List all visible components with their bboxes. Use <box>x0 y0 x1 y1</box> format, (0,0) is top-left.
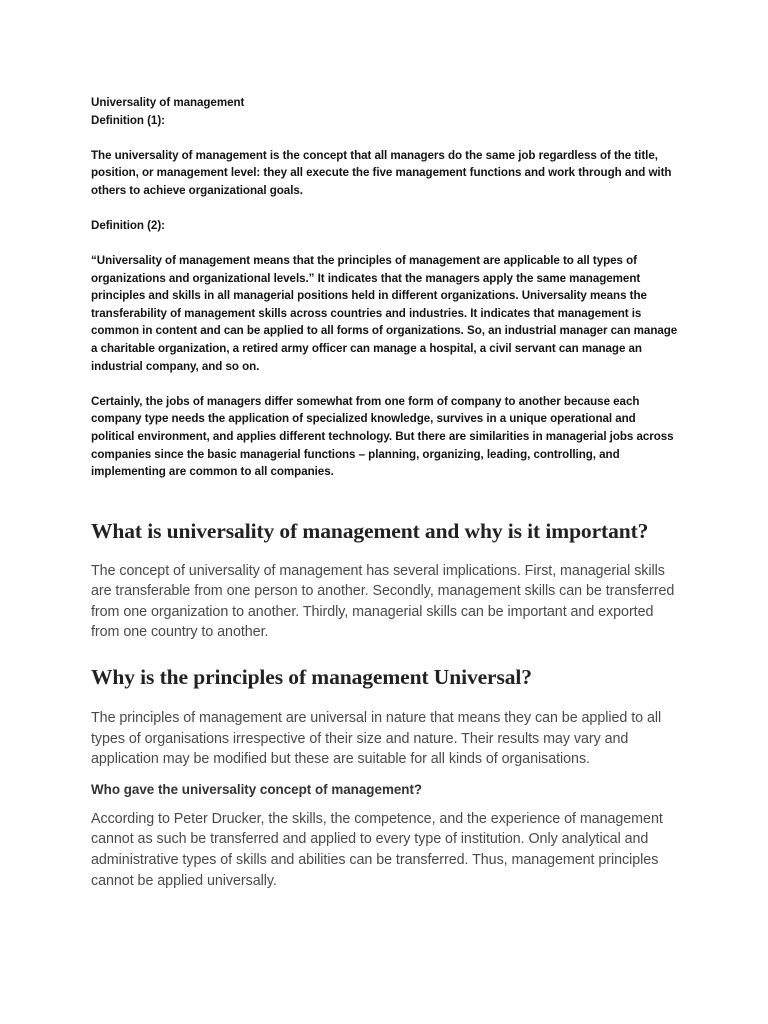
intro-section <box>91 94 681 481</box>
section-2-text-2: According to Peter Drucker, the skills, the competence, and the experience of management cannot as such be transferred and applied to every type of institution. Only analytical and administrative types of skills and abilities can be transferred. Thus, management principles cannot be applied universally. <box>91 810 663 889</box>
section-2-text: The principles of management are universal in nature that means they can be applied to all types of organisations irrespective of their size and nature. Their results may vary and application may be modified but these are suitable for all kinds of organisations. <box>91 710 662 768</box>
document-page <box>91 94 681 891</box>
section-2-heading: Why is the principles of management Universal? <box>91 665 532 690</box>
definition-2-label: Definition (2): <box>91 218 165 232</box>
section-1-text: The concept of universality of management has several implications. First, managerial skills are transferable from one person to another. Secondly, management skills can be transferred from one organization to another. Thirdly, managerial skills can be important and exported from one country to another. <box>91 562 675 641</box>
section-1-heading: What is universality of management and why is it important? <box>91 518 649 543</box>
definition-1-text: The universality of management is the concept that all managers do the same job regardless of the title, position, or management level: they all execute the five management functions and work through and with others to achieve organizational goals. <box>91 148 672 197</box>
document-title: Universality of management <box>91 96 245 109</box>
definition-1-label: Definition (1): <box>91 113 165 127</box>
intro-paragraph-3: Certainly, the jobs of managers differ somewhat from one form of company to another because each company type needs the application of specialized knowledge, survives in a unique operational and political environment, and applies different technology. But there are similarities in managerial jobs across companies since the basic managerial functions – planning, organizing, leading, controlling, and implementing are common to all companies. <box>91 394 674 479</box>
section-2-subheading: Who gave the universality concept of management? <box>91 781 423 797</box>
definition-2-text: “Universality of management means that the principles of management are applicable to all types of organizations and organizational levels.” It indicates that the managers apply the same management principles and skills in all managerial positions held in different organizations. Universality means the transferability of management skills across countries and industries. It indicates that management is common in content and can be applied to all forms of organizations. So, an industrial manager can manage a charitable organization, a retired army officer can manage a hospital, a civil servant can manage an industrial company, and so on. <box>91 254 678 373</box>
